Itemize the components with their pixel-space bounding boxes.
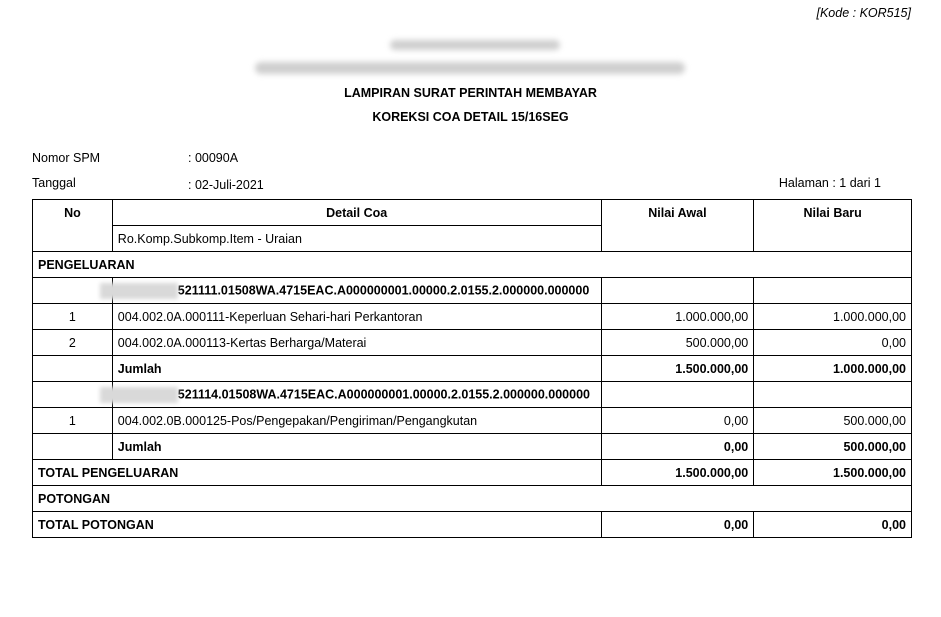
col-subheader-uraian: Ro.Komp.Subkomp.Item - Uraian xyxy=(112,226,601,252)
coa-detail-table xyxy=(32,199,912,538)
document-title: LAMPIRAN SURAT PERINTAH MEMBAYAR xyxy=(344,86,597,100)
nomor-spm-label: Nomor SPM xyxy=(32,151,101,165)
section-row-pengeluaran xyxy=(33,252,912,278)
col-header-nilai-baru: Nilai Baru xyxy=(754,200,912,226)
nomor-spm-value: : 00090A xyxy=(188,151,239,165)
col-header-detail: Detail Coa xyxy=(112,200,601,226)
redacted-header-line-2 xyxy=(255,62,685,74)
redacted-header-line-1 xyxy=(390,40,560,50)
section-label: PENGELUARAN xyxy=(33,252,912,278)
total-pengeluaran-row: TOTAL PENGELUARAN 1.500.000,00 1.500.000,00 xyxy=(33,460,912,486)
table-row: 1 004.002.0A.000111-Keperluan Sehari-hari Perkantoran 1.000.000,00 1.000.000,00 xyxy=(33,304,912,330)
redacted-code-prefix xyxy=(100,387,178,403)
document-subtitle: KOREKSI COA DETAIL 15/16SEG xyxy=(372,110,569,124)
jumlah-row: Jumlah 0,00 500.000,00 xyxy=(33,434,912,460)
group-code: 521114.01508WA.4715EAC.A000000001.00000.2.0155.2.000000.000000 xyxy=(112,382,601,408)
table-row: 1 004.002.0B.000125-Pos/Pengepakan/Pengiriman/Pengangkutan 0,00 500.000,00 xyxy=(33,408,912,434)
form-code: [Kode : KOR515] xyxy=(816,6,911,20)
group-code: 521111.01508WA.4715EAC.A000000001.00000.2.0155.2.000000.000000 xyxy=(112,278,601,304)
page-indicator: Halaman : 1 dari 1 xyxy=(778,176,881,190)
col-header-nilai-awal: Nilai Awal xyxy=(601,200,754,226)
jumlah-row: Jumlah 1.500.000,00 1.000.000,00 xyxy=(33,356,912,382)
group-code-row xyxy=(33,278,912,304)
section-row-potongan: POTONGAN xyxy=(33,486,912,512)
col-header-no: No xyxy=(33,200,113,226)
tanggal-value: : 02-Juli-2021 xyxy=(188,178,264,192)
tanggal-label: Tanggal xyxy=(32,176,76,190)
table-header-row xyxy=(33,200,912,226)
table-row: 2 004.002.0A.000113-Kertas Berharga/Materai 500.000,00 0,00 xyxy=(33,330,912,356)
redacted-code-prefix xyxy=(100,283,178,299)
table-subheader-row xyxy=(33,226,912,252)
total-potongan-row: TOTAL POTONGAN 0,00 0,00 xyxy=(33,512,912,538)
group-code-row xyxy=(33,382,912,408)
